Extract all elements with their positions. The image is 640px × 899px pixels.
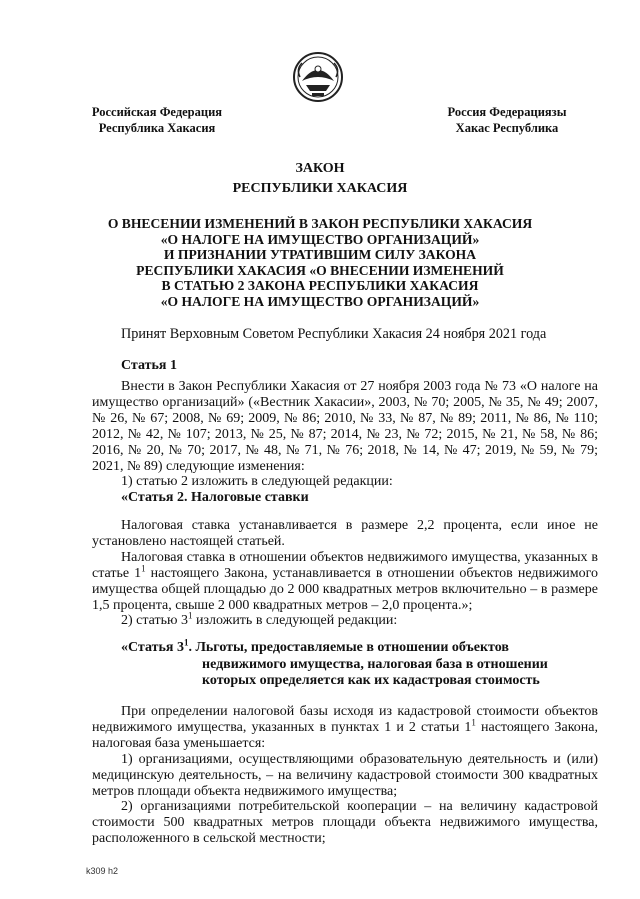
article-3-1-paragraph-1-end: настоящего Закона, налоговая база уменьшается: — [92, 719, 598, 751]
article-2-paragraph-2-start: Налоговая ставка в отношении объектов недвижимого имущества, указанных в статье 1 — [92, 549, 598, 581]
header-right-line1: Россия Федерациязы — [447, 105, 567, 119]
article-2-paragraph-2-end: настоящего Закона, устанавливается в отношении объектов недвижимого имущества общей площадью до 2 000 квадратных метров включительно – в размере 1,5 процента, свыше 2 000 квадратных метров – 2,0 процента.»; — [92, 565, 598, 613]
article-2-paragraph-1: Налоговая ставка устанавливается в размере 2,2 процента, если иное не установлено настоящей статьей. — [92, 518, 598, 549]
law-title-line1: ЗАКОН — [295, 161, 345, 176]
header-left-line1: Российская Федерация — [91, 105, 223, 119]
article-3-1-title-line2: недвижимого имущества, налоговая база в отношении — [202, 656, 548, 672]
article-3-1-paragraph-1-sup: 1 — [471, 717, 476, 728]
article-2-title: «Статья 2. Налоговые ставки — [121, 490, 309, 506]
article-3-1-title-sup: 1 — [183, 637, 189, 648]
article-3-1-title-rest: . Льготы, предоставляемые в отношении объектов — [188, 640, 509, 655]
article-1-item-2-start: 2) статью 3 — [121, 613, 188, 629]
article-1-item-2-end: изложить в следующей редакции: — [192, 613, 398, 629]
article-2-paragraph-2 — [92, 550, 598, 614]
coat-of-arms-emblem — [292, 51, 344, 103]
article-3-1-item-2: 2) организациями потребительской кооперации – на величину кадастровой стоимости 500 квадратных метров площади объекта недвижимого имущества, расположенного в сельской местности; — [92, 799, 598, 847]
law-title-line2: РЕСПУБЛИКИ ХАКАСИЯ — [232, 181, 408, 196]
article-3-1-title — [121, 637, 591, 690]
header-right-line2: Хакас Республика — [455, 121, 559, 135]
article-3-1-title-start: «Статья 3 — [121, 640, 184, 655]
article-3-1-item-1: 1) организациями, осуществляющими образовательную деятельность и (или) медицинскую деятельность, – на величину кадастровой стоимости 300 квадратных метров площади объекта недвижимого имущества; — [92, 751, 598, 799]
law-subject-line2: «О НАЛОГЕ НА ИМУЩЕСТВО ОРГАНИЗАЦИЙ» — [160, 231, 480, 247]
header-left — [82, 104, 232, 136]
law-subject-line5: В СТАТЬЮ 2 ЗАКОНА РЕСПУБЛИКИ ХАКАСИЯ — [161, 278, 479, 294]
header-right — [432, 104, 582, 136]
document-code: k309 h2 — [86, 866, 119, 876]
article-3-1-paragraph-1-start: При определении налоговой базы исходя из кадастровой стоимости объектов недвижимого имущества, указанных в пунктах 1 и 2 статьи 1 — [92, 704, 598, 735]
header-left-line2: Республика Хакасия — [98, 121, 216, 135]
article-1-item-2 — [92, 610, 598, 629]
article-1-intro: Внести в Закон Республики Хакасия от 27 ноября 2003 года № 73 «О налоге на имущество организаций» («Вестник Хакасии», 2003, № 70; 2005, № 35, № 49; 2007, № 26, № 67; 2008, № 69; 2009, № 86; 2010, № 33, № 87, № 89; 2011, № 86, № 110; 2012, № 42, № 107; 2013, № 25, № 87; 2014, № 23, № 72; 2015, № 21, № 58, № 86; 2016, № 20, № 70; 2017, № 48, № 71, № 76; 2018, № 14, № 47; 2019, № 59, № 79; 2021, № 89) следующие изменения: — [92, 379, 598, 474]
article-1-heading: Статья 1 — [121, 358, 177, 373]
adoption-statement: Принят Верховным Советом Республики Хакасия 24 ноября 2021 года — [121, 326, 547, 342]
article-3-1-body — [92, 704, 598, 847]
article-2-body — [92, 518, 598, 629]
article-1-body — [92, 379, 598, 506]
article-3-1-paragraph-1 — [92, 704, 598, 752]
law-subject-line1: О ВНЕСЕНИИ ИЗМЕНЕНИЙ В ЗАКОН РЕСПУБЛИКИ ХАКАСИЯ — [107, 216, 533, 231]
article-2-paragraph-2-sup: 1 — [141, 563, 146, 574]
law-subject — [92, 216, 548, 310]
article-1-item-2-sup: 1 — [187, 610, 193, 621]
law-subject-line4: РЕСПУБЛИКИ ХАКАСИЯ «О ВНЕСЕНИИ ИЗМЕНЕНИЙ — [136, 262, 504, 278]
article-3-1-title-line3: которых определяется как их кадастровая стоимость — [202, 673, 540, 688]
law-subject-line3: И ПРИЗНАНИИ УТРАТИВШИМ СИЛУ ЗАКОНА — [163, 247, 477, 263]
law-title — [100, 159, 540, 199]
law-subject-line6: «О НАЛОГЕ НА ИМУЩЕСТВО ОРГАНИЗАЦИЙ» — [160, 293, 480, 309]
article-1-item-1: 1) статью 2 изложить в следующей редакции: — [121, 474, 393, 490]
